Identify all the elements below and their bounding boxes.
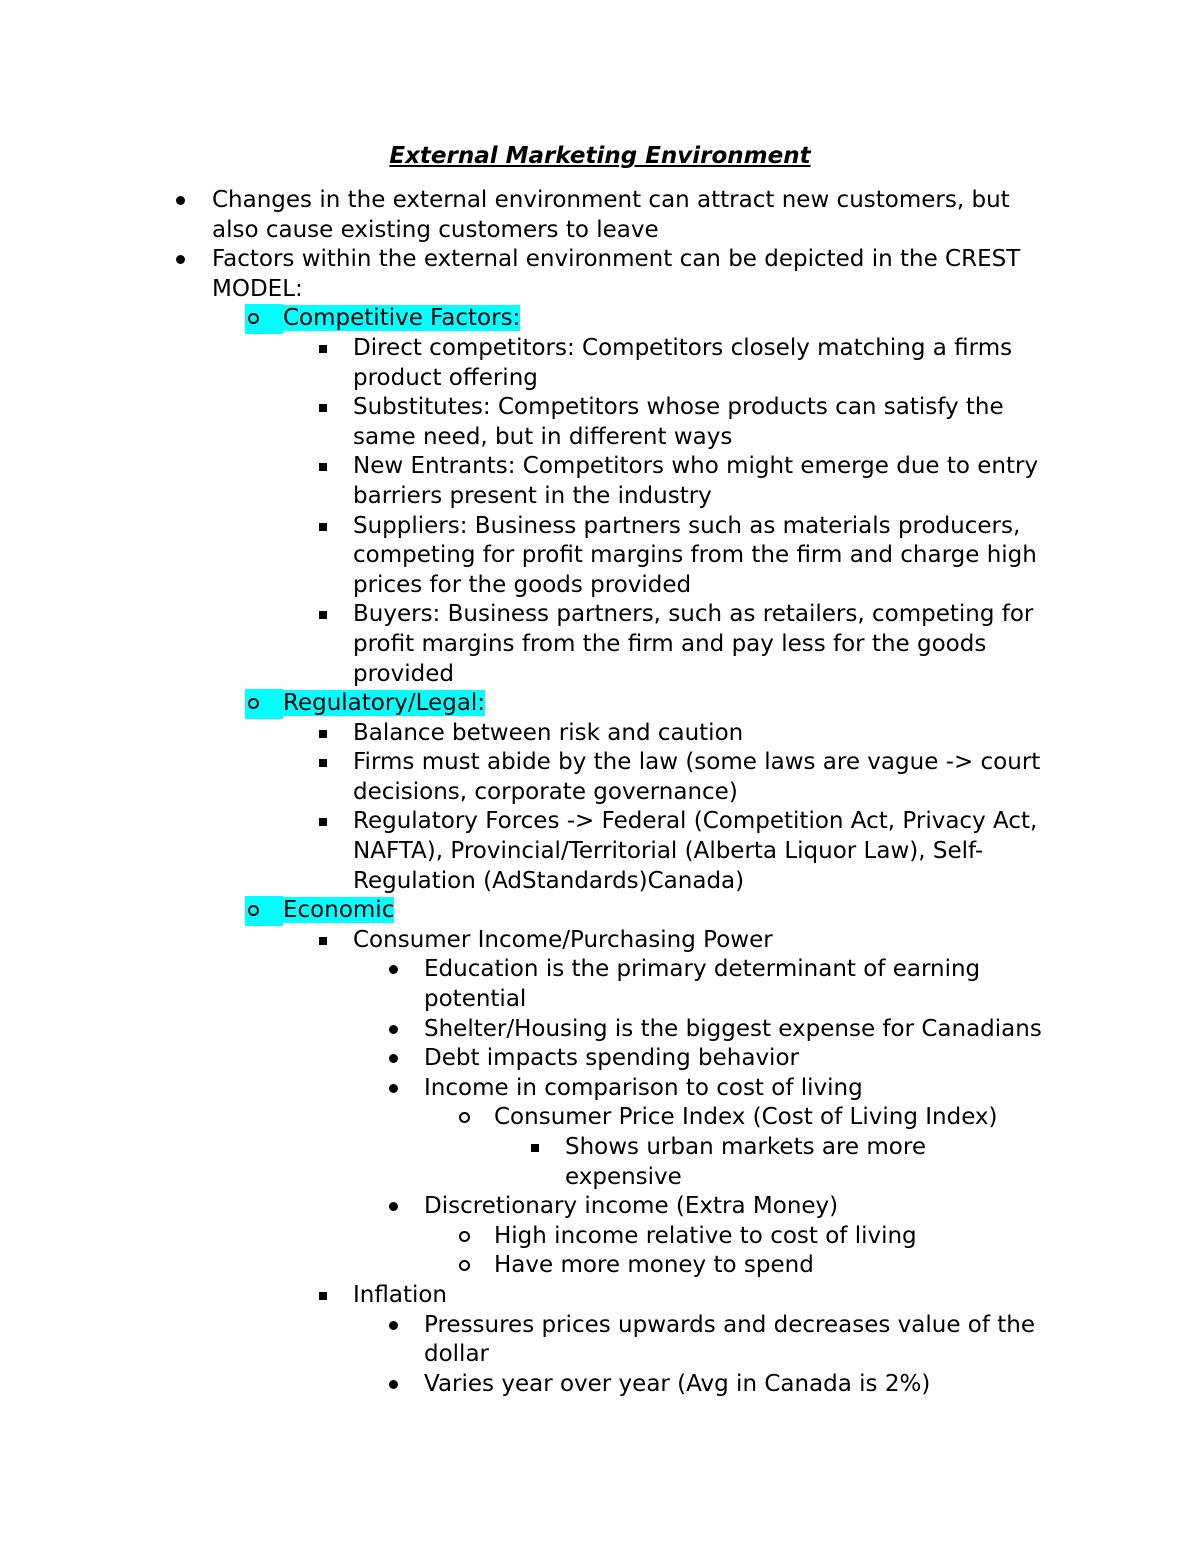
- bullet-dot-icon: [176, 196, 185, 205]
- bullet-square-icon: [319, 611, 327, 619]
- list-item: [0, 1044, 1200, 1074]
- list-item-text: High income relative to cost of living: [494, 1222, 917, 1249]
- list-item-text: Suppliers: Business partners such as materials producers, competing for profit margins from the firm and charge high prices for the goods provided: [353, 512, 1037, 598]
- list-item: [0, 1133, 1200, 1192]
- list-item: [0, 1015, 1200, 1045]
- bullet-square-icon: [319, 404, 327, 412]
- bullet-square-icon: [319, 759, 327, 767]
- list-item-text: Debt impacts spending behavior: [424, 1045, 799, 1072]
- list-item-text: Shelter/Housing is the biggest expense for Canadians: [424, 1015, 1042, 1042]
- list-item-text: Pressures prices upwards and decreases value of the dollar: [424, 1311, 1036, 1368]
- list-item: [0, 186, 1200, 245]
- list-item: [0, 807, 1200, 896]
- bullet-square-icon: [319, 523, 327, 531]
- bullet-circle-icon: [459, 1112, 470, 1123]
- list-item: [0, 393, 1200, 452]
- bullet-circle-icon: [459, 1231, 470, 1242]
- list-item: [0, 1222, 1200, 1252]
- bullet-square-icon: [319, 730, 327, 738]
- bullet-dot-icon: [389, 1202, 398, 1211]
- list-item: [0, 748, 1200, 807]
- list-item-text: Consumer Price Index (Cost of Living Index): [494, 1104, 998, 1131]
- section-heading-economic: [0, 896, 1200, 926]
- list-item: [0, 1074, 1200, 1104]
- list-item: [0, 245, 1200, 304]
- list-item-text: Regulatory Forces -> Federal (Competition Act, Privacy Act, NAFTA), Provincial/Territorial (Alberta Liquor Law), Self-Regulation (AdStandards)Canada): [353, 808, 1038, 894]
- bullet-dot-icon: [389, 1054, 398, 1063]
- list-item-text: Direct competitors: Competitors closely matching a firms product offering: [353, 334, 1013, 391]
- bullet-dot-icon: [389, 965, 398, 974]
- list-item: [0, 926, 1200, 956]
- list-item-text: Have more money to spend: [494, 1252, 814, 1279]
- list-item-text: Discretionary income (Extra Money): [424, 1193, 839, 1220]
- list-item-text: Substitutes: Competitors whose products can satisfy the same need, but in different ways: [353, 394, 1004, 450]
- list-item: [0, 1281, 1200, 1311]
- bullet-dot-icon: [389, 1321, 398, 1330]
- bullet-square-icon: [319, 937, 327, 945]
- bullet-dot-icon: [389, 1380, 398, 1389]
- section-heading-competitive: [0, 304, 1200, 334]
- document-content: [0, 186, 1200, 1399]
- list-item: [0, 719, 1200, 749]
- bullet-dot-icon: [389, 1084, 398, 1093]
- section-heading-text: Regulatory/Legal:: [283, 690, 486, 717]
- list-item: [0, 1370, 1200, 1400]
- bullet-square-icon: [319, 1292, 327, 1300]
- list-item: [0, 1251, 1200, 1281]
- list-item: [0, 452, 1200, 511]
- section-heading-regulatory: [0, 689, 1200, 719]
- list-item-text: Inflation: [353, 1281, 447, 1308]
- bullet-square-icon: [319, 463, 327, 471]
- list-item-text: Changes in the external environment can attract new customers, but also cause existing customers to leave: [212, 187, 1010, 243]
- bullet-square-icon: [319, 345, 327, 353]
- list-item: [0, 1103, 1200, 1133]
- bullet-dot-icon: [389, 1025, 398, 1034]
- list-item: [0, 1311, 1200, 1370]
- bullet-circle-icon: [459, 1260, 470, 1271]
- document-title: External Marketing Environment: [389, 143, 811, 169]
- list-item: [0, 512, 1200, 601]
- section-heading-text: Competitive Factors:: [283, 305, 521, 332]
- bullet-square-icon: [319, 818, 327, 826]
- bullet-dot-icon: [176, 255, 185, 264]
- list-item-text: Education is the primary determinant of earning potential: [424, 956, 981, 1013]
- list-item-text: Income in comparison to cost of living: [424, 1074, 863, 1101]
- section-heading-text: Economic: [283, 897, 395, 924]
- list-item-text: Balance between risk and caution: [353, 719, 744, 746]
- list-item: [0, 600, 1200, 689]
- list-item-text: New Entrants: Competitors who might emerge due to entry barriers present in the industry: [353, 453, 1039, 509]
- list-item-text: Consumer Income/Purchasing Power: [353, 926, 773, 953]
- list-item-text: Shows urban markets are more expensive: [565, 1134, 926, 1190]
- list-item-text: Firms must abide by the law (some laws are vague -> court decisions, corporate governance): [353, 749, 1041, 805]
- list-item-text: Varies year over year (Avg in Canada is 2%): [424, 1370, 931, 1397]
- list-item-text: Factors within the external environment can be depicted in the CREST MODEL:: [212, 246, 1021, 302]
- list-item-text: Buyers: Business partners, such as retailers, competing for profit margins from the firm and pay less for the goods provided: [353, 601, 1034, 687]
- list-item: [0, 955, 1200, 1014]
- list-item: [0, 334, 1200, 393]
- bullet-square-icon: [531, 1144, 539, 1152]
- list-item: [0, 1192, 1200, 1222]
